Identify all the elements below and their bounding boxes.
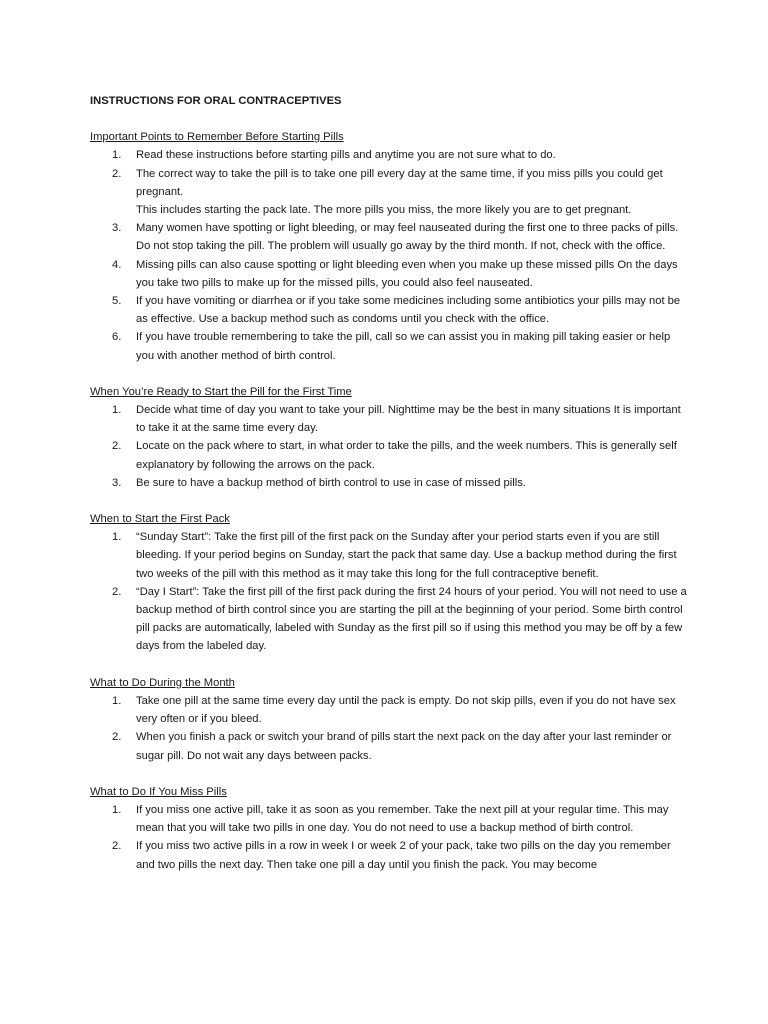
item-text: If you have vomiting or diarrhea or if you take some medicines including some antibiotics your pills may not be as effective. Use a backup method such as condoms until you check with the office.: [136, 295, 681, 326]
item-number: 5.: [112, 295, 122, 308]
item-text: If you miss one active pill, take it as soon as you remember. Take the next pill at your regular time. This may mean that you will take two pills in one day. You do not need to use a backup method of birth control.: [136, 803, 669, 835]
list-item: [90, 292, 690, 328]
list-item: [90, 474, 690, 492]
section-first-pack: [90, 510, 690, 656]
numbered-list: [90, 146, 690, 364]
item-text: Missing pills can also cause spotting or light bleeding even when you make up these missed pills On the days you take two pills to make up for the missed pills, you could also feel nauseated.: [136, 258, 678, 289]
item-text: Many women have spotting or light bleeding, or may feel nauseated during the first one to three packs of pills. Do not stop taking the pill. The problem will usually go away by the third month. If not, check with the office.: [136, 222, 679, 253]
numbered-list: [90, 801, 690, 874]
numbered-list: [90, 528, 690, 655]
section-heading: What to Do If You Miss Pills: [90, 785, 227, 798]
section-heading: What to Do During the Month: [90, 676, 235, 689]
item-number: 1.: [112, 531, 122, 544]
item-text: Locate on the pack where to start, in what order to take the pills, and the week numbers. This is generally self explanatory by following the arrows on the pack.: [136, 440, 677, 471]
item-number: 6.: [112, 331, 122, 344]
item-text: If you have trouble remembering to take the pill, call so we can assist you in making pill taking easier or help you with another method of birth control.: [136, 331, 671, 362]
list-item: [90, 165, 690, 220]
list-item: [90, 219, 690, 255]
section-miss-pills: [90, 783, 690, 874]
item-extra-text: This includes starting the pack late. The more pills you miss, the more likely you are to get pregnant.: [136, 204, 632, 217]
list-item: [90, 528, 690, 583]
document-page: [90, 92, 690, 892]
item-text: When you finish a pack or switch your brand of pills start the next pack on the day after your last reminder or sugar pill. Do not wait any days between packs.: [136, 731, 672, 762]
list-item: [90, 401, 690, 437]
list-item: [90, 437, 690, 473]
list-item: [90, 146, 690, 164]
list-item: [90, 328, 690, 364]
section-ready-to-start: [90, 383, 690, 492]
document-title: INSTRUCTIONS FOR ORAL CONTRACEPTIVES: [90, 95, 342, 107]
item-number: 1.: [112, 149, 122, 162]
section-before-starting: [90, 128, 690, 365]
item-text: The correct way to take the pill is to take one pill every day at the same time, if you miss pills you could get pregnant.: [136, 167, 663, 198]
item-number: 3.: [112, 222, 122, 235]
item-number: 2.: [112, 585, 122, 598]
item-text: Take one pill at the same time every day until the pack is empty. Do not skip pills, even if you do not have sex very often or if you bleed.: [136, 694, 676, 726]
section-heading: When to Start the First Pack: [90, 513, 230, 526]
item-number: 3.: [112, 476, 122, 489]
item-text: Read these instructions before starting pills and anytime you are not sure what to do.: [136, 149, 556, 162]
section-heading: When You’re Ready to Start the Pill for the First Time: [90, 385, 352, 398]
item-number: 1.: [112, 803, 122, 816]
list-item: [90, 583, 690, 656]
item-number: 2.: [112, 167, 122, 180]
item-number: 1.: [112, 404, 122, 417]
item-number: 4.: [112, 258, 122, 271]
list-item: [90, 692, 690, 728]
item-text: If you miss two active pills in a row in week I or week 2 of your pack, take two pills on the day you remember and two pills the next day. Then take one pill a day until you finish the pack. You may become: [136, 840, 671, 871]
list-item: [90, 728, 690, 764]
item-text: “Sunday Start”: Take the first pill of the first pack on the Sunday after your period starts even if you are still bleeding. If your period begins on Sunday, start the pack that same day. Use a backup method during the first two weeks of the pill with this method as it may take this long for the full contraceptive benefit.: [136, 531, 677, 580]
numbered-list: [90, 401, 690, 492]
list-item: [90, 256, 690, 292]
item-text: “Day I Start”: Take the first pill of the first pack during the first 24 hours of your period. You will not need to use a backup method of birth control since you are starting the pill at the beginning of your period. Some birth control pill packs are automatically, labeled with Sunday as the first pill so if using this method you may be off by a few days from the labeled day.: [136, 585, 687, 653]
list-item: [90, 801, 690, 837]
item-text: Decide what time of day you want to take your pill. Nighttime may be the best in many situations It is important to take it at the same time every day.: [136, 404, 681, 435]
section-heading: Important Points to Remember Before Starting Pills: [90, 131, 344, 144]
numbered-list: [90, 692, 690, 765]
item-number: 2.: [112, 440, 122, 453]
item-text: Be sure to have a backup method of birth control to use in case of missed pills.: [136, 476, 526, 489]
list-item: [90, 837, 690, 873]
item-number: 2.: [112, 840, 122, 853]
section-during-month: [90, 674, 690, 765]
item-number: 2.: [112, 731, 122, 744]
item-number: 1.: [112, 694, 122, 707]
